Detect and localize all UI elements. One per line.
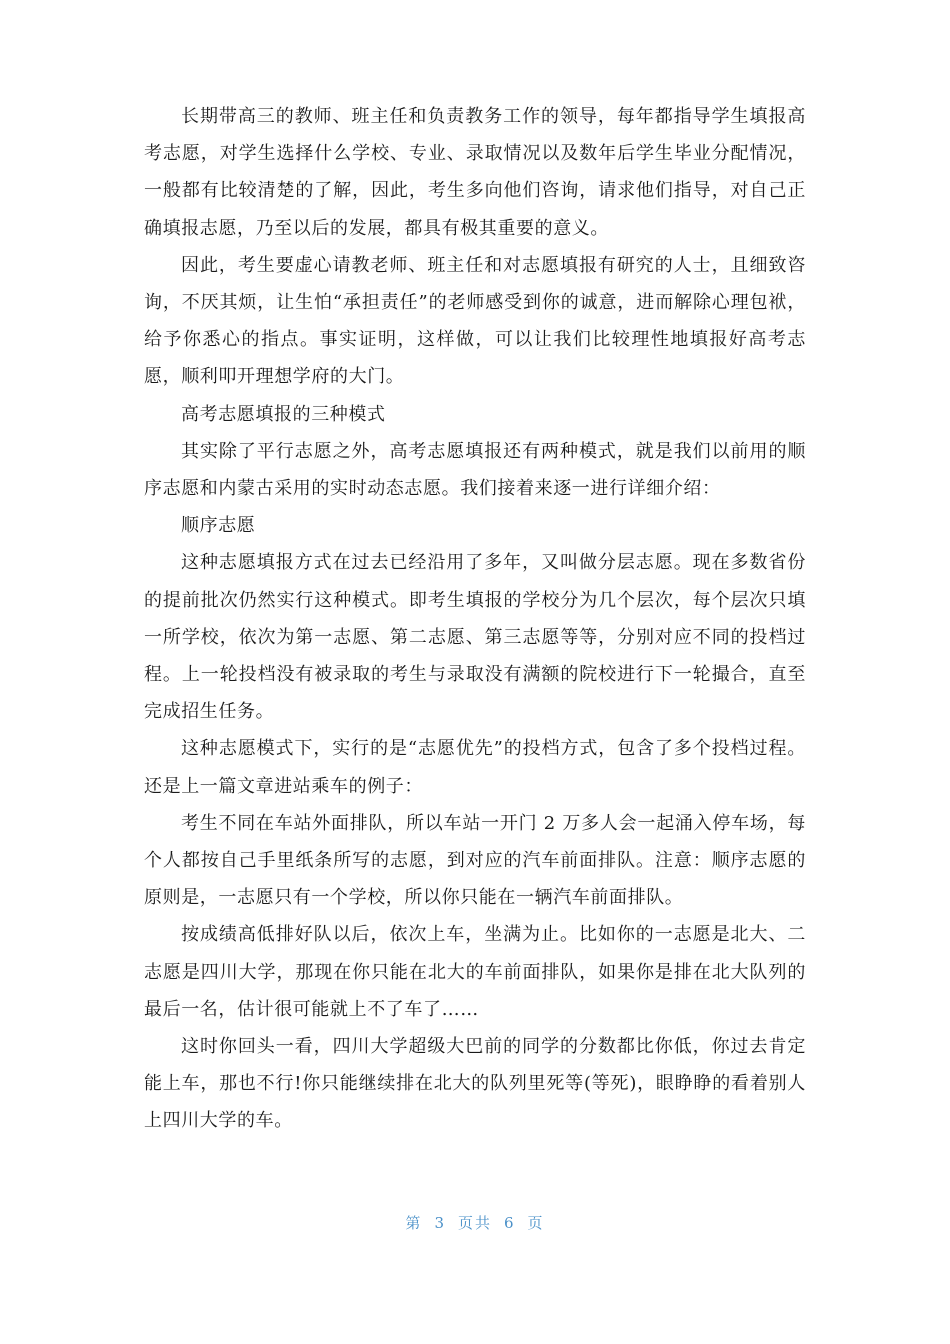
paragraph: 长期带高三的教师、班主任和负责教务工作的领导，每年都指导学生填报高考志愿，对学生选择什么学校、专业、录取情况以及数年后学生毕业分配情况，一般都有比较清楚的了解，因此，考生多向他们咨询，请求他们指导，对自己正确填报志愿，乃至以后的发展，都具有极其重要的意义。 — [144, 106, 806, 239]
document-body — [144, 98, 806, 1140]
paragraph: 这种志愿模式下，实行的是“志愿优先”的投档方式，包含了多个投档过程。还是上一篇文章进站乘车的例子： — [144, 738, 806, 797]
footer-prefix: 第 — [405, 1214, 423, 1232]
paragraph: 因此，考生要虚心请教老师、班主任和对志愿填报有研究的人士，且细致咨询，不厌其烦，让生怕“承担责任”的老师感受到你的诚意，进而解除心理包袱，给予你悉心的指点。事实证明，这样做，可以让我们比较理性地填报好高考志愿，顺利叩开理想学府的大门。 — [144, 254, 806, 388]
footer-suffix: 页 — [527, 1214, 545, 1232]
current-page-number: 3 — [434, 1214, 446, 1232]
paragraph: 这时你回头一看，四川大学超级大巴前的同学的分数都比你低，你过去肯定能上车，那也不行!你只能继续排在北大的队列里死等(等死)，眼睁睁的看着别人上四川大学的车。 — [144, 1036, 806, 1132]
paragraph: 考生不同在车站外面排队，所以车站一开门 2 万多人会一起涌入停车场，每个人都按自己手里纸条所写的志愿，到对应的汽车前面排队。注意：顺序志愿的原则是，一志愿只有一个学校，所以你只能在一辆汽车前面排队。 — [144, 812, 806, 909]
subsection-heading: 顺序志愿 — [181, 515, 256, 537]
page-footer — [0, 1212, 950, 1233]
footer-middle: 页共 — [457, 1214, 492, 1232]
paragraph: 其实除了平行志愿之外，高考志愿填报还有两种模式，就是我们以前用的顺序志愿和内蒙古采用的实时动态志愿。我们接着来逐一进行详细介绍： — [144, 440, 806, 500]
paragraph: 按成绩高低排好队以后，依次上车，坐满为止。比如你的一志愿是北大、二志愿是四川大学，那现在你只能在北大的车前面排队，如果你是排在北大队列的最后一名，估计很可能就上不了车了…… — [144, 924, 806, 1020]
section-heading: 高考志愿填报的三种模式 — [181, 403, 386, 425]
total-pages-number: 6 — [504, 1214, 516, 1232]
paragraph: 这种志愿填报方式在过去已经沿用了多年，又叫做分层志愿。现在多数省份的提前批次仍然实行这种模式。即考生填报的学校分为几个层次，每个层次只填一所学校，依次为第一志愿、第二志愿、第三志愿等等，分别对应不同的投档过程。上一轮投档没有被录取的考生与录取没有满额的院校进行下一轮撮合，直至完成招生任务。 — [144, 552, 806, 723]
